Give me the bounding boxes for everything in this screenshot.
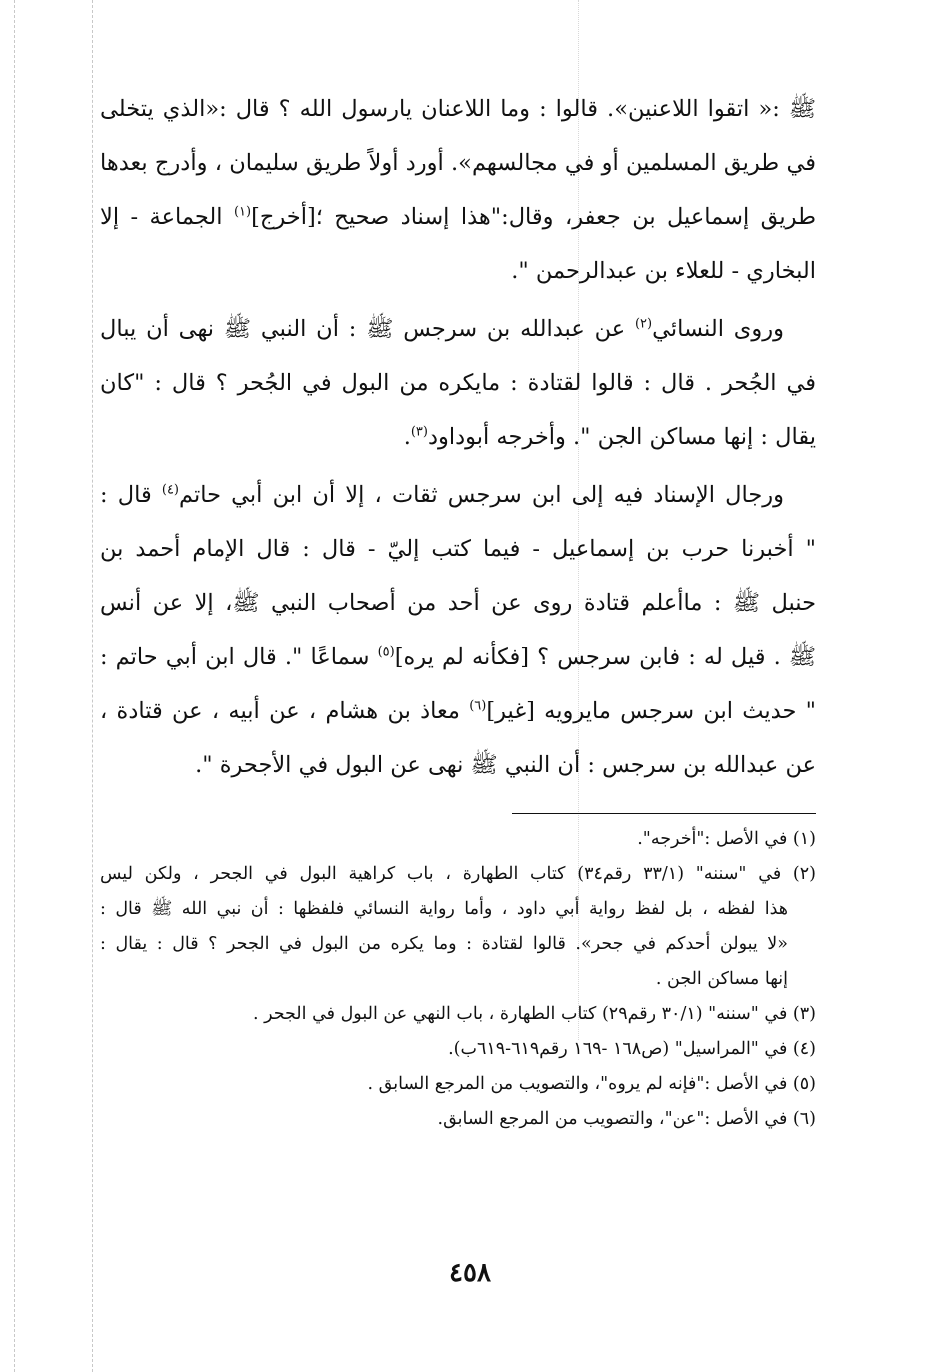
text-segment: يقال : إنها مساكن الجن ". وأخرجه أبوداود — [427, 424, 816, 450]
text-segment: وروى النسائي — [652, 316, 784, 342]
text-segment: ورجال الإسناد فيه إلى ابن سرجس ثقات ، إلا أن ابن أبي حاتم — [179, 482, 785, 508]
main-text — [100, 82, 816, 792]
text-line — [100, 190, 816, 244]
text-line — [100, 302, 816, 356]
text-line — [100, 468, 816, 522]
footnote-ref: (٣) — [410, 424, 428, 440]
text-line — [100, 630, 816, 684]
text-line: " أخبرنا حرب بن إسماعيل - فيما كتب إليّ - قال : قال الإمام أحمد بن — [100, 536, 816, 562]
text-line — [100, 410, 816, 464]
footnote-ref: (٦) — [469, 698, 487, 714]
text-line: عن عبدالله بن سرجس : أن النبي ﷺ نهى عن البول في الأجحرة ". — [195, 752, 816, 778]
footnote-line: (٢) في "سننه" (٣٣/١ رقم٣٤) كتاب الطهارة ، باب كراهية البول في الجحر ، ولكن ليس — [100, 864, 816, 884]
scan-margin-line — [14, 0, 15, 1372]
text-segment: قال : — [100, 482, 162, 508]
text-segment: . — [403, 424, 411, 450]
footnote-ref: (٢) — [634, 316, 653, 332]
text-line — [100, 684, 816, 738]
scan-margin-line — [92, 0, 93, 1372]
text-segment: طريق إسماعيل بن جعفر، وقال:"هذا إسناد صحيح ؛[أخرج] — [251, 204, 816, 230]
text-line: ﷺ :« اتقوا اللاعنين». قالوا : وما اللاعنان يارسول الله ؟ قال :«الذي يتخلى — [100, 96, 816, 122]
text-line: حنبل ﷺ : ماأعلم قتادة روى عن أحد من أصحاب النبي ﷺ، إلا عن أنس — [100, 590, 816, 616]
text-line: في طريق المسلمين أو في مجالسهم». أورد أولاً طريق سليمان ، وأدرج بعدها — [100, 150, 816, 176]
paragraph-3 — [100, 468, 816, 792]
footnote-line: (١) في الأصل :"أخرجه". — [637, 829, 816, 849]
text-segment: " حديث ابن سرجس مايرويه [غير] — [486, 698, 816, 724]
footnote-line: (٥) في الأصل :"فإنه لم يروه"، والتصويب من المرجع السابق . — [367, 1074, 816, 1094]
footnote-line: (٣) في "سننه" (٣٠/١ رقم٢٩) كتاب الطهارة ، باب النهي عن البول في الجحر . — [252, 1004, 816, 1024]
footnote-separator — [512, 813, 816, 814]
text-line: في الجُحر . قال : قالوا لقتادة : مايكره من البول في الجُحر ؟ قال : "كان — [100, 370, 816, 396]
text-segment: معاذ بن هشام ، عن أبيه ، عن قتادة ، — [100, 698, 470, 724]
footnote-line: (٤) في "المراسيل" (ص١٦٨ -١٦٩ رقم٦١٩-٦١٩ب). — [448, 1039, 816, 1059]
paragraph-1 — [100, 82, 816, 298]
text-segment: سماعًا ". قال ابن أبي حاتم : — [100, 644, 378, 670]
footnote-line: هذا لفظه ، بل لفظ رواية أبي داود ، وأما رواية النسائي فلفظها : أن نبي الله ﷺ قال : — [100, 899, 788, 919]
text-line: البخاري - للعلاء بن عبدالرحمن ". — [511, 258, 816, 284]
footnote-line: «لا يبولن أحدكم في جحر». قالوا لقتادة : وما يكره من البول في الجحر ؟ قال : يقال : — [100, 934, 788, 954]
page-number: ٤٥٨ — [449, 1258, 491, 1288]
paragraph-2 — [100, 302, 816, 464]
text-segment: الجماعة - إلا — [100, 204, 234, 230]
footnote-line: (٦) في الأصل :"عن"، والتصويب من المرجع السابق. — [437, 1109, 816, 1129]
footnotes — [100, 822, 816, 1137]
text-segment: عن عبدالله بن سرجس ﷺ : أن النبي ﷺ نهى أن يبال — [100, 316, 635, 342]
footnote-ref: (٤) — [161, 482, 179, 498]
footnote-ref: (٥) — [377, 644, 395, 660]
footnote-line: إنها مساكن الجن . — [655, 969, 788, 989]
footnote-ref: (١) — [233, 204, 252, 220]
text-segment: ﷺ . قيل له : فابن سرجس ؟ [فكأنه لم يره] — [394, 644, 816, 670]
